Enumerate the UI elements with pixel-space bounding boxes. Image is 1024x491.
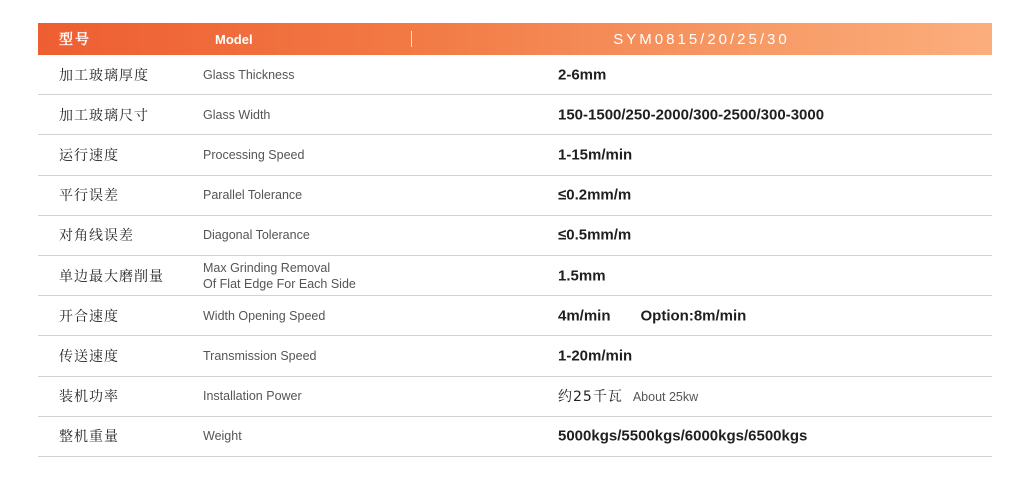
row-en-label: Installation Power xyxy=(203,389,302,404)
row-cn-label: 平行误差 xyxy=(59,188,119,205)
row-cn-label: 加工玻璃尺寸 xyxy=(59,107,149,124)
row-cn-label: 开合速度 xyxy=(59,308,119,325)
table-row xyxy=(38,417,992,457)
row-cn-label: 传送速度 xyxy=(59,348,119,365)
row-value: 150-1500/250-2000/300-2500/300-3000 xyxy=(558,106,825,124)
row-cn-label: 加工玻璃厚度 xyxy=(59,67,149,84)
row-cn-label: 对角线误差 xyxy=(59,228,134,245)
row-en-label: Max Grinding Removal Of Flat Edge For Each Side xyxy=(203,260,356,291)
row-value-option: Option:8m/min xyxy=(640,307,747,325)
row-en-label: Transmission Speed xyxy=(203,348,317,363)
row-en-label: Glass Width xyxy=(203,107,271,122)
row-value: 5000kgs/5500kgs/6000kgs/6500kgs xyxy=(558,427,808,445)
spec-table xyxy=(38,23,992,457)
table-row xyxy=(38,55,992,95)
header-model: SYM0815/20/25/30 xyxy=(613,30,790,48)
row-value: 1-20m/min xyxy=(558,347,633,365)
row-value: 1.5mm xyxy=(558,267,606,285)
row-value-cn: 约25千瓦 xyxy=(558,389,623,406)
table-row xyxy=(38,95,992,135)
header-cn-label: 型号 xyxy=(59,32,91,48)
row-cn-label: 运行速度 xyxy=(59,147,119,164)
row-en-label: Width Opening Speed xyxy=(203,308,326,323)
table-row xyxy=(38,135,992,175)
header-en-label: Model xyxy=(215,31,253,47)
table-row xyxy=(38,256,992,296)
row-cn-label: 装机功率 xyxy=(59,389,119,406)
table-row xyxy=(38,336,992,376)
table-row xyxy=(38,176,992,216)
row-value-main: 4m/min xyxy=(558,307,611,325)
table-row xyxy=(38,216,992,256)
row-en-label: Glass Thickness xyxy=(203,67,295,82)
row-value xyxy=(558,386,698,406)
row-cn-label: 单边最大磨削量 xyxy=(59,268,164,285)
row-cn-label: 整机重量 xyxy=(59,429,119,446)
row-en-label: Weight xyxy=(203,429,242,444)
row-en-label: Diagonal Tolerance xyxy=(203,228,310,243)
row-value-note: About 25kw xyxy=(632,390,699,405)
row-value: ≤0.5mm/m xyxy=(558,226,632,244)
row-en-label: Parallel Tolerance xyxy=(203,188,303,203)
row-value: ≤0.2mm/m xyxy=(558,186,632,204)
row-value: 1-15m/min xyxy=(558,146,633,164)
table-row xyxy=(38,377,992,417)
table-row xyxy=(38,296,992,336)
row-value xyxy=(558,307,746,324)
row-en-label: Processing Speed xyxy=(203,147,305,162)
table-header xyxy=(38,23,992,55)
row-value: 2-6mm xyxy=(558,66,607,84)
